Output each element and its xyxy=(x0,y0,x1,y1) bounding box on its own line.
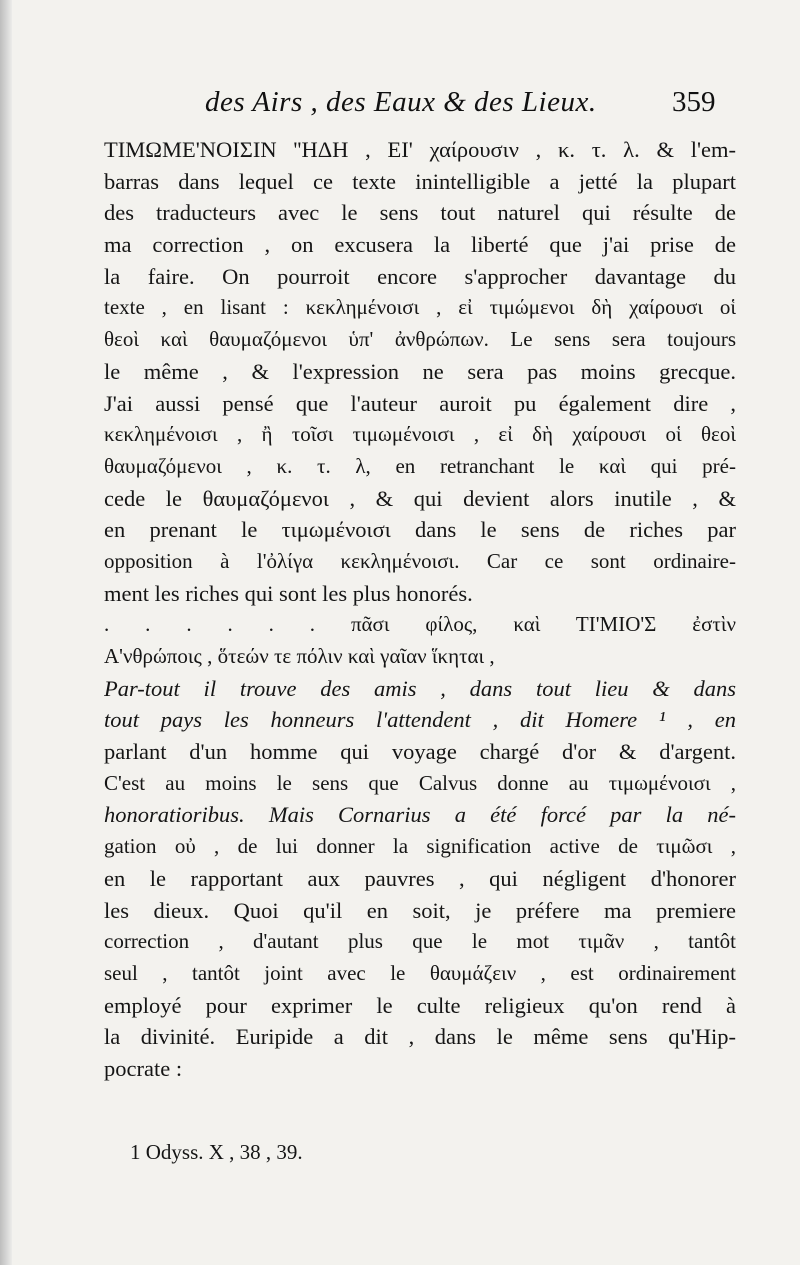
running-head: des Airs , des Eaux & des Lieux. xyxy=(205,86,597,118)
verse-line: . . . . . . πᾶσι φίλος, καὶ ΤΙ'ΜΙΟ'Σ ἐστὶν xyxy=(104,612,736,637)
text-line: pocrate : xyxy=(104,1055,183,1081)
text-line: ΤΙΜΩΜΕ'ΝΟΙΣΙΝ ''ΗΔΗ , ΕΙ' χαίρουσιν , κ. τ. λ. & l'em- xyxy=(104,137,736,162)
text-line: κεκλημένοισι , ἢ τοῖσι τιμωμένοισι , εἰ δὴ χαίρουσι οἱ θεοὶ xyxy=(104,422,736,447)
text-line: honoratioribus. Mais Cornarius a été forcé par la né- xyxy=(104,802,736,828)
text-line: cede le θαυμαζόμενοι , & qui devient alors inutile , & xyxy=(104,485,736,511)
text-line: tout pays les honneurs l'attendent , dit Homere ¹ , en xyxy=(104,707,736,733)
text-line: en prenant le τιμωμένοισι dans le sens de riches par xyxy=(104,517,736,543)
text-line: θεοὶ καὶ θαυμαζόμενοι ὑπ' ἀνθρώπων. Le sens sera toujours xyxy=(104,327,736,352)
text-line: seul , tantôt joint avec le θαυμάζειν , est ordinairement xyxy=(104,960,736,985)
verse-line: Α'νθρώποις , ὅτεών τε πόλιν καὶ γαῖαν ἵκηται , xyxy=(104,644,495,668)
footnote: 1 Odyss. X , 38 , 39. xyxy=(130,1140,303,1164)
text-line: Par-tout il trouve des amis , dans tout lieu & dans xyxy=(104,675,736,701)
body-text xyxy=(104,134,736,1085)
text-line: des traducteurs avec le sens tout naturel qui résulte de xyxy=(104,200,736,226)
text-line: gation οὐ , de lui donner la signification active de τιμῶσι , xyxy=(104,834,736,859)
text-line: la faire. On pourroit encore s'approcher davantage du xyxy=(104,263,736,289)
text-line: la divinité. Euripide a dit , dans le même sens qu'Hip- xyxy=(104,1024,736,1050)
text-line: θαυμαζόμενοι , κ. τ. λ, en retranchant le καὶ qui pré- xyxy=(104,453,736,478)
text-line: opposition à l'ὀλίγα κεκλημένοισι. Car ce sont ordinaire- xyxy=(104,548,736,573)
text-line: les dieux. Quoi qu'il en soit, je préfere ma premiere xyxy=(104,897,736,923)
text-line: parlant d'un homme qui voyage chargé d'or & d'argent. xyxy=(104,739,736,765)
text-line: ma correction , on excusera la liberté que j'ai prise de xyxy=(104,232,736,258)
text-line: le même , & l'expression ne sera pas moins grecque. xyxy=(104,358,736,384)
text-line: barras dans lequel ce texte inintelligible a jetté la plupart xyxy=(104,168,736,194)
text-line: J'ai aussi pensé que l'auteur auroit pu également dire , xyxy=(104,390,736,416)
text-line: C'est au moins le sens que Calvus donne au τιμωμένοισι , xyxy=(104,770,736,795)
text-line: en le rapportant aux pauvres , qui négligent d'honorer xyxy=(104,865,736,891)
text-line: correction , d'autant plus que le mot τιμᾶν , tantôt xyxy=(104,929,736,954)
page-gutter-shadow xyxy=(0,0,12,1265)
text-line: ment les riches qui sont les plus honorés. xyxy=(104,580,473,606)
page-number: 359 xyxy=(672,86,716,118)
text-line: texte , en lisant : κεκλημένοισι , εἰ τιμώμενοι δὴ χαίρουσι οἱ xyxy=(104,295,736,320)
text-line: employé pour exprimer le culte religieux qu'on rend à xyxy=(104,992,736,1018)
